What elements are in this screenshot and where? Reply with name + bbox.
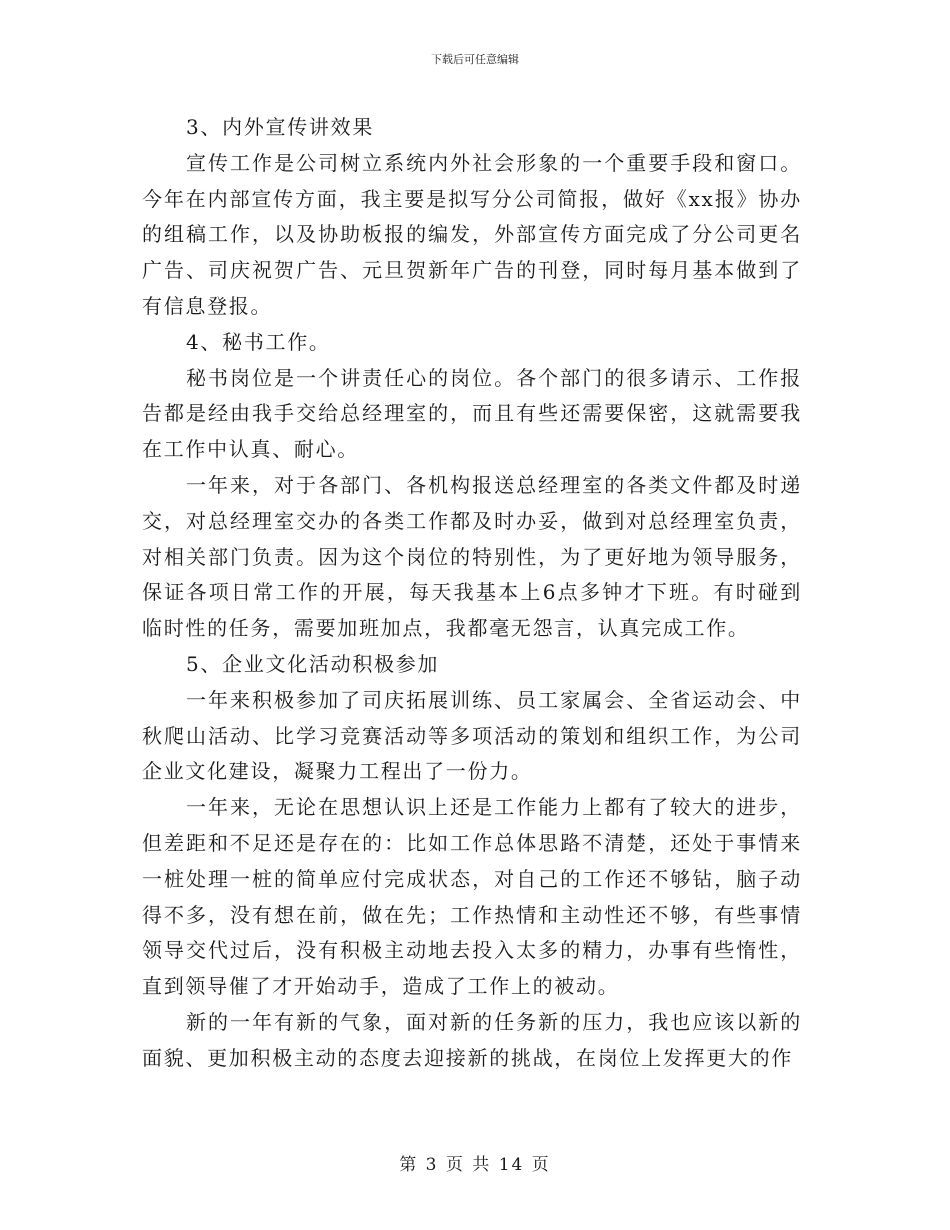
document-body [142,110,802,1077]
section-heading-secretary: 4、秘书工作。 [186,329,331,354]
page-label-suffix: 页 [531,1155,551,1175]
paragraph-new-year: 新的一年有新的气象，面对新的任务新的压力，我也应该以新的面貌、更加积极主动的态度去迎接新的挑战，在岗位上发挥更大的作 [142,1009,802,1070]
section-heading-culture: 5、企业文化活动积极参加 [186,651,440,676]
section-heading-publicity: 3、内外宣传讲效果 [186,115,375,139]
page-label-prefix: 第 [399,1155,419,1175]
page-number-footer [0,1154,950,1176]
paragraph-shortcomings: 一年来，无论在思想认识上还是工作能力上都有了较大的进步，但差距和不足还是存在的：比如工作总体思路不清楚，还处于事情来一桩处理一桩的简单应付完成状态，对自己的工作还不够钻，脑子动得不多，没有想在前，做在先；工作热情和主动性还不够，有些事情领导交代过后，没有积极主动地去投入太多的精力，办事有些惰性，直到领导催了才开始动手，造成了工作上的被动。 [142,795,802,999]
total-pages-number: 14 [498,1155,525,1175]
paragraph-culture: 一年来积极参加了司庆拓展训练、员工家属会、全省运动会、中秋爬山活动、比学习竞赛活动等多项活动的策划和组织工作，为公司企业文化建设，凝聚力工程出了一份力。 [142,687,802,784]
current-page-number: 3 [425,1155,439,1175]
paragraph-secretary-work: 一年来，对于各部门、各机构报送总经理室的各类文件都及时递交，对总经理室交办的各类工作都及时办妥，做到对总经理室负责，对相关部门负责。因为这个岗位的特别性，为了更好地为领导服务，保证各项日常工作的开展，每天我基本上6点多钟才下班。有时碰到临时性的任务，需要加班加点，我都毫无怨言，认真完成工作。 [142,472,802,641]
paragraph-secretary-role: 秘书岗位是一个讲责任心的岗位。各个部门的很多请示、工作报告都是经由我手交给总经理室的，而且有些还需要保密，这就需要我在工作中认真、耐心。 [142,365,802,462]
page-label-mid: 页 共 [445,1155,492,1175]
paragraph-publicity: 宣传工作是公司树立系统内外社会形象的一个重要手段和窗口。今年在内部宣传方面，我主要是拟写分公司简报，做好《xx报》协办的组稿工作，以及协助板报的编发，外部宣传方面完成了分公司更名广告、司庆祝贺广告、元旦贺新年广告的刊登，同时每月基本做到了有信息登报。 [142,150,802,318]
page-header-note: 下载后可任意编辑 [431,53,519,66]
